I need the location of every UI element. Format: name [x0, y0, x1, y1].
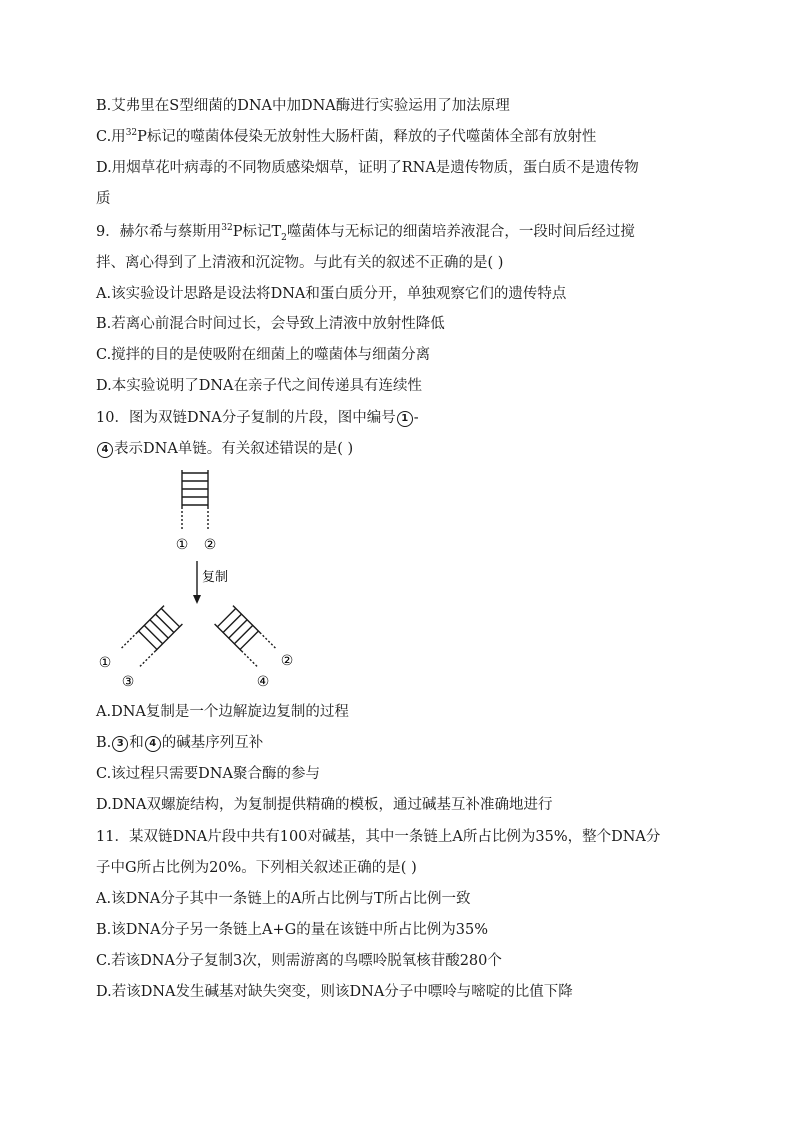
q10-option-b-and: 和	[129, 735, 144, 751]
left-daughter-dna-ladder	[120, 606, 182, 668]
label-left-strand-1: ①	[98, 655, 112, 671]
q9-option-c: C.搅拌的目的是使吸附在细菌上的噬菌体与细菌分离	[96, 347, 431, 363]
dna-replication-diagram	[90, 465, 330, 695]
q9-stem-prefix: 9．赫尔希与蔡斯用	[96, 224, 222, 240]
phage-subscript: 2	[281, 232, 287, 243]
q9-stem-mid: P标记T	[232, 224, 282, 240]
circled-number-4: 4	[145, 736, 161, 752]
q9-stem-line2: 拌、离心得到了上清液和沉淀物。与此有关的叙述不正确的是( )	[96, 255, 504, 271]
q10-option-d: D.DNA双螺旋结构，为复制提供精确的模板，通过碱基互补准确地进行	[96, 797, 553, 813]
q8-option-c	[96, 127, 596, 147]
parent-dna-ladder	[182, 470, 208, 531]
q10-option-b	[96, 733, 263, 753]
circled-number-3: 3	[112, 736, 128, 752]
q8-option-c-prefix: C.用	[96, 129, 126, 145]
q10-option-b-text: 的碱基序列互补	[161, 735, 264, 751]
isotope-superscript: 32	[221, 223, 233, 234]
label-left-strand-3: ③	[121, 674, 135, 690]
q11-option-b: B.该DNA分子另一条链上A+G的量在该链中所占比例为35%	[96, 922, 488, 938]
q9-stem-line1	[96, 222, 635, 242]
q10-stem-line2	[96, 439, 353, 459]
q10-option-c: C.该过程只需要DNA聚合酶的参与	[96, 766, 320, 782]
q10-option-a: A.DNA复制是一个边解旋边复制的过程	[96, 704, 349, 720]
q11-stem-line1: 11．某双链DNA片段中共有100对碱基，其中一条链上A所占比例为35%，整个DNA分	[96, 829, 661, 845]
q8-option-d-line2: 质	[96, 191, 111, 207]
q10-stem-text2: 表示DNA单链。有关叙述错误的是( )	[114, 441, 354, 457]
right-daughter-dna-ladder	[215, 606, 277, 668]
label-strand-1-top: ①	[175, 537, 189, 553]
q8-option-c-text: P标记的噬菌体侵染无放射性大肠杆菌，释放的子代噬菌体全部有放射性	[137, 129, 597, 145]
q11-option-a: A.该DNA分子其中一条链上的A所占比例与T所占比例一致	[96, 891, 471, 907]
q9-option-d: D.本实验说明了DNA在亲子代之间传递具有连续性	[96, 378, 423, 394]
q10-stem-text: 10．图为双链DNA分子复制的片段，图中编号	[96, 410, 396, 426]
q11-option-c: C.若该DNA分子复制3次，则需游离的鸟嘌呤脱氧核苷酸280个	[96, 953, 502, 969]
q10-stem-dash: -	[413, 410, 419, 426]
q9-option-a: A.该实验设计思路是设法将DNA和蛋白质分开，单独观察它们的遗传特点	[96, 286, 567, 302]
q10-option-b-prefix: B.	[96, 735, 112, 751]
q8-option-b: B.艾弗里在S型细菌的DNA中加DNA酶进行实验运用了加法原理	[96, 98, 510, 114]
q9-stem-text: 噬菌体与无标记的细菌培养液混合，一段时间后经过搅	[286, 224, 635, 240]
label-strand-2-top: ②	[203, 537, 217, 553]
q10-stem-line1	[96, 408, 419, 428]
q8-option-d-line1: D.用烟草花叶病毒的不同物质感染烟草，证明了RNA是遗传物质，蛋白质不是遗传物	[96, 160, 639, 176]
label-right-strand-4: ④	[256, 674, 270, 690]
circled-number-4: 4	[97, 442, 113, 458]
q9-option-b: B.若离心前混合时间过长，会导致上清液中放射性降低	[96, 316, 445, 332]
arrow-label: 复制	[202, 570, 229, 585]
circled-number-1: 1	[397, 411, 413, 427]
isotope-superscript: 32	[125, 128, 138, 139]
q11-option-d: D.若该DNA发生碱基对缺失突变，则该DNA分子中嘌呤与嘧啶的比值下降	[96, 984, 573, 1000]
q11-stem-line2: 子中G所占比例为20%。下列相关叙述正确的是( )	[96, 860, 417, 876]
replication-arrow	[193, 561, 201, 604]
label-right-strand-2: ②	[280, 653, 294, 669]
